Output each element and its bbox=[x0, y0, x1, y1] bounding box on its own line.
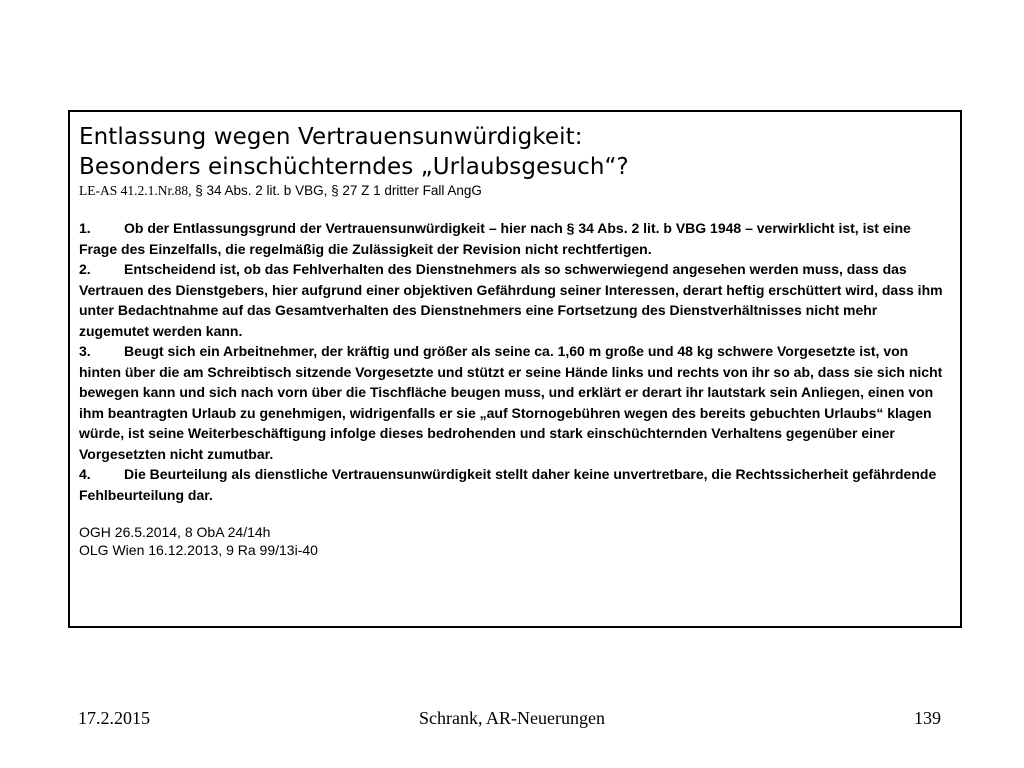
spacer bbox=[79, 505, 950, 523]
headnote-point bbox=[79, 218, 950, 259]
slide-title-line-2: Besonders einschüchterndes „Urlaubsgesuch“? bbox=[79, 154, 629, 180]
point-text: Die Beurteilung als dienstliche Vertrauensunwürdigkeit stellt daher keine unvertretbare, die Rechtssicherheit gefährdende Fehlbeurteilung dar. bbox=[79, 466, 937, 503]
headnote-point bbox=[79, 341, 950, 464]
content-box bbox=[68, 110, 962, 628]
spacer bbox=[79, 200, 950, 218]
point-number: 3. bbox=[79, 343, 91, 359]
footer-title: Schrank, AR-Neuerungen bbox=[419, 708, 605, 728]
citation-statutes: § 34 Abs. 2 lit. b VBG, § 27 Z 1 dritter Fall AngG bbox=[191, 183, 482, 198]
point-text: Ob der Entlassungsgrund der Vertrauensunwürdigkeit – hier nach § 34 Abs. 2 lit. b VBG 1948 – verwirklicht ist, ist eine Frage des Einzelfalls, die regelmäßig die Zulässigkeit der Revision nicht rechtfertigen. bbox=[79, 220, 911, 257]
headnote-point bbox=[79, 259, 950, 341]
point-text: Entscheidend ist, ob das Fehlverhalten des Dienstnehmers als so schwerwiegend angesehen werden muss, dass das Vertrauen des Dienstgebers, hier aufgrund einer objektiven Gefährdung seiner Interessen, derart heftig erschüttert wird, dass ihm unter Bedachtnahme auf das Gesamtverhalten des Dienstnehmers eine Fortsetzung des Dienstverhältnisses nicht mehr zugemutet werden kann. bbox=[79, 261, 943, 339]
court-decision-source: OLG Wien 16.12.2013, 9 Ra 99/13i-40 bbox=[79, 542, 318, 558]
point-number: 1. bbox=[79, 220, 91, 236]
court-decision-source: OGH 26.5.2014, 8 ObA 24/14h bbox=[79, 524, 271, 540]
citation-reference: LE-AS 41.2.1.Nr.88, bbox=[79, 183, 192, 198]
point-number: 2. bbox=[79, 261, 91, 277]
slide-title-line-1: Entlassung wegen Vertrauensunwürdigkeit: bbox=[79, 124, 583, 150]
point-text: Beugt sich ein Arbeitnehmer, der kräftig und größer als seine ca. 1,60 m große und 48 kg schwere Vorgesetzte ist, von hinten über die am Schreibtisch sitzende Vorgesetzte und stützt er seine Hände links und rechts von ihr so ab, dass sie sich nicht bewegen kann und sich nach vorn über die Tischfläche beugen muss, und erklärt er derart ihr lautstark sein Anliegen, einen von ihm beantragten Urlaub zu genehmigen, widrigenfalls er sie „auf Stornogebühren wegen des bereits gebuchten Urlaubs“ klagen würde, ist seine Weiterbeschäftigung infolge dieses bedrohenden und stark einschüchternden Verhaltens gegenüber einer Vorgesetzten nicht zumutbar. bbox=[79, 343, 943, 462]
footer-page-number: 139 bbox=[914, 708, 941, 728]
point-number: 4. bbox=[79, 466, 91, 482]
footer-date: 17.2.2015 bbox=[78, 708, 150, 728]
legal-citation bbox=[79, 182, 950, 200]
headnote-point bbox=[79, 464, 950, 505]
